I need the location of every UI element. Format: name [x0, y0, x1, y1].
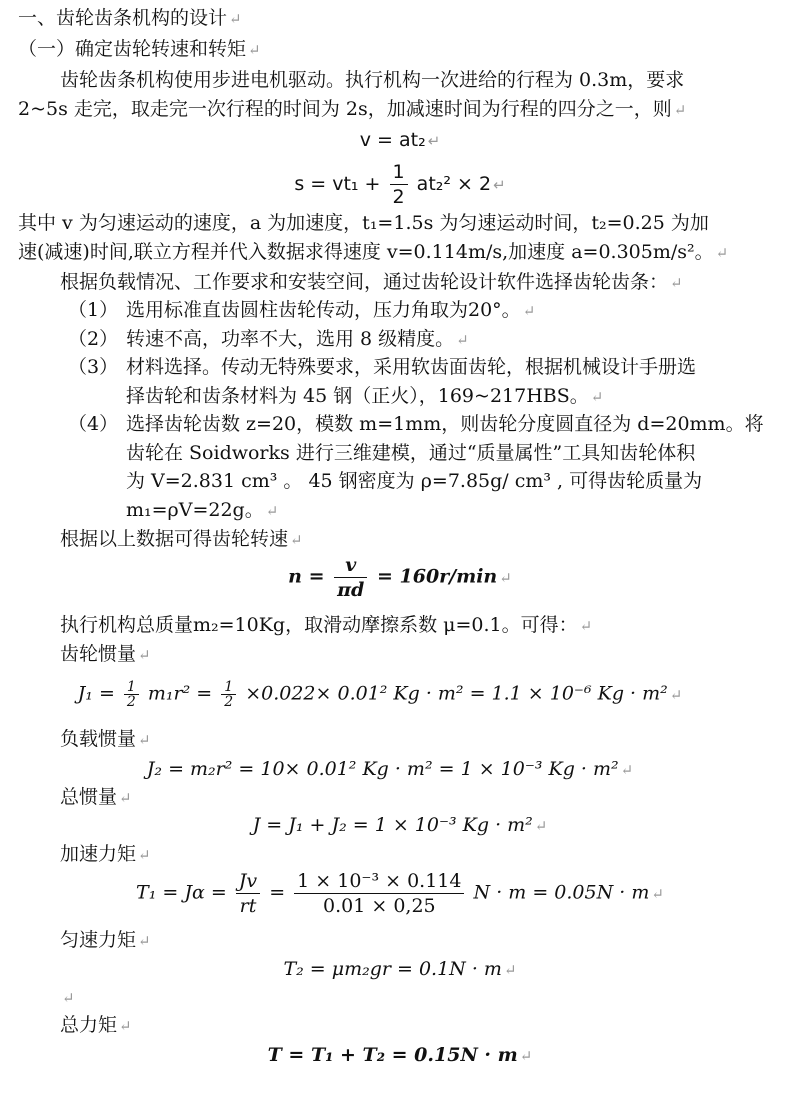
paragraph-line: 2~5s 走完，取走完一次行程的时间为 2s，加减速时间为行程的四分之一，则 ↵ [18, 98, 687, 120]
label-uniform-torque: 匀速力矩 ↵ [60, 929, 151, 951]
equation-n: n = $\frac{v}{\pi d}$ = 160r/min ↵ [288, 554, 512, 601]
equation-j2: J₂ = m₂r² = 10× 0.01² Kg · m² = 1 × 10⁻³ Kg · m² ↵ [146, 758, 634, 780]
label-accel-torque: 加速力矩 ↵ [60, 843, 151, 865]
equation-s: s = vt₁ + $\frac{1}{2}$ at₂² × 2 ↵ [294, 161, 506, 208]
paragraph-line: 根据以上数据可得齿轮转速 ↵ [60, 528, 303, 550]
subsection-heading: （一）确定齿轮转速和转矩 ↵ [18, 38, 261, 60]
paragraph-line: 其中 v 为匀速运动的速度，a 为加速度，t₁=1.5s 为匀速运动时间，t₂=0.25 为加 [18, 212, 709, 234]
label-total-torque: 总力矩 ↵ [60, 1014, 132, 1036]
equation-t1: T₁ = Jα = $\frac{Jv}{rt}$ = $\frac{\text{1 × 10⁻³ × 0.114}}{0.01 \times 0,25}$ N · m = 0.05N · m ↵ [136, 870, 664, 917]
equation-j: J = J₁ + J₂ = 1 × 10⁻³ Kg · m² ↵ [252, 814, 548, 836]
equation-t2: T₂ = μm₂gr = 0.1N · m ↵ [283, 958, 517, 980]
paragraph-line: 齿轮齿条机构使用步进电机驱动。执行机构一次进给的行程为 0.3m，要求 [60, 69, 685, 91]
label-total-inertia: 总惯量 ↵ [60, 786, 132, 808]
label-load-inertia: 负载惯量 ↵ [60, 728, 151, 750]
document-page: 一、齿轮齿条机构的设计 ↵ （一）确定齿轮转速和转矩 ↵ 齿轮齿条机构使用步进电机驱动。执行机构一次进给的行程为 0.3m，要求 2~5s 走完，取走完一次行程的时间为 2s，加减速时间为行程的四分之一，则 ↵ v = at₂ ↵ s = vt₁ + $\frac{1}{2}$ at₂² × 2 ↵ 其中 v 为匀速运动的速度，a 为加速度，t₁=1.5s 为匀速运动时间，t₂=0.25 为加 速(减速)时间,联立方程并代入数据求得速度 v=0.114m/s,加速度 a=0.305m/s²。 ↵ 根据负载情况、工作要求和安装空间，通过齿轮设计软件选择齿轮齿条： ↵ （1） 选用标准直齿圆柱齿轮传动，压力角取为20°。 ↵ （2） 转速不高，功率不大，选用 8 级精度。 ↵ （3） 材料选择。传动无特殊要求，采用软齿面齿轮，根据机械设计手册选 择齿轮和齿条材料为 45 钢（正火），169~217HBS。 ↵ （4） 选择齿轮齿数 z=20，模数 m=1mm，则齿轮分度圆直径为 d=20mm。将 齿轮在 Soidworks 进行三维建模，通过“质量属性”工具知齿轮体积 为 V=2.831 cm³ 。 45 钢密度为 ρ=7.85g/ cm³ , 可得齿轮质量为 m₁=ρV=22g。 ↵ 根据以上数据可得齿轮转速 ↵ n = $\frac{v}{\pi d}$ = 160r/min ↵ 执行机构总质量m₂=10Kg，取滑动摩擦系数 μ=0.1。可得： ↵ 齿轮惯量 ↵ J₁ = $\frac{1}{2}$ m₁r² = $\frac{1}{2}$ ×0.022× 0.01² Kg · m² = 1.1 × 10⁻⁶ Kg · m² ↵ 负载惯量 ↵ J₂ = m₂r² = 10× 0.01² Kg · m² = 1 × 10⁻³ Kg · m² ↵ 总惯量 ↵ J = J₁ + J₂ = 1 × 10⁻³ Kg · m² ↵ 加速力矩 ↵ T₁ = Jα = $\frac{Jv}{rt}$ = $\frac{\text{1 × 10⁻³ × 0.114}}{0.01 \times 0,25}$ N · m = 0.05N · m ↵ 匀速力矩 ↵ T₂ = μm₂gr = 0.1N · m ↵ ↵ 总力矩 ↵ T = T₁ + T₂ = 0.15N · m ↵ [0, 0, 800, 1116]
equation-v: v = at₂ ↵ [359, 129, 441, 151]
paragraph-line: 速(减速)时间,联立方程并代入数据求得速度 v=0.114m/s,加速度 a=0.305m/s²。 ↵ [18, 241, 729, 263]
section-heading: 一、齿轮齿条机构的设计 ↵ [18, 7, 242, 29]
paragraph-line: 根据负载情况、工作要求和安装空间，通过齿轮设计软件选择齿轮齿条： ↵ [60, 271, 683, 293]
empty-paragraph: ↵ [62, 989, 75, 1007]
paragraph-line: 执行机构总质量m₂=10Kg，取滑动摩擦系数 μ=0.1。可得： ↵ [60, 614, 593, 636]
equation-t: T = T₁ + T₂ = 0.15N · m ↵ [267, 1044, 533, 1066]
label-gear-inertia: 齿轮惯量 ↵ [60, 643, 151, 665]
equation-j1: J₁ = $\frac{1}{2}$ m₁r² = $\frac{1}{2}$ ×0.022× 0.01² Kg · m² = 1.1 × 10⁻⁶ Kg · m² ↵ [77, 679, 683, 710]
